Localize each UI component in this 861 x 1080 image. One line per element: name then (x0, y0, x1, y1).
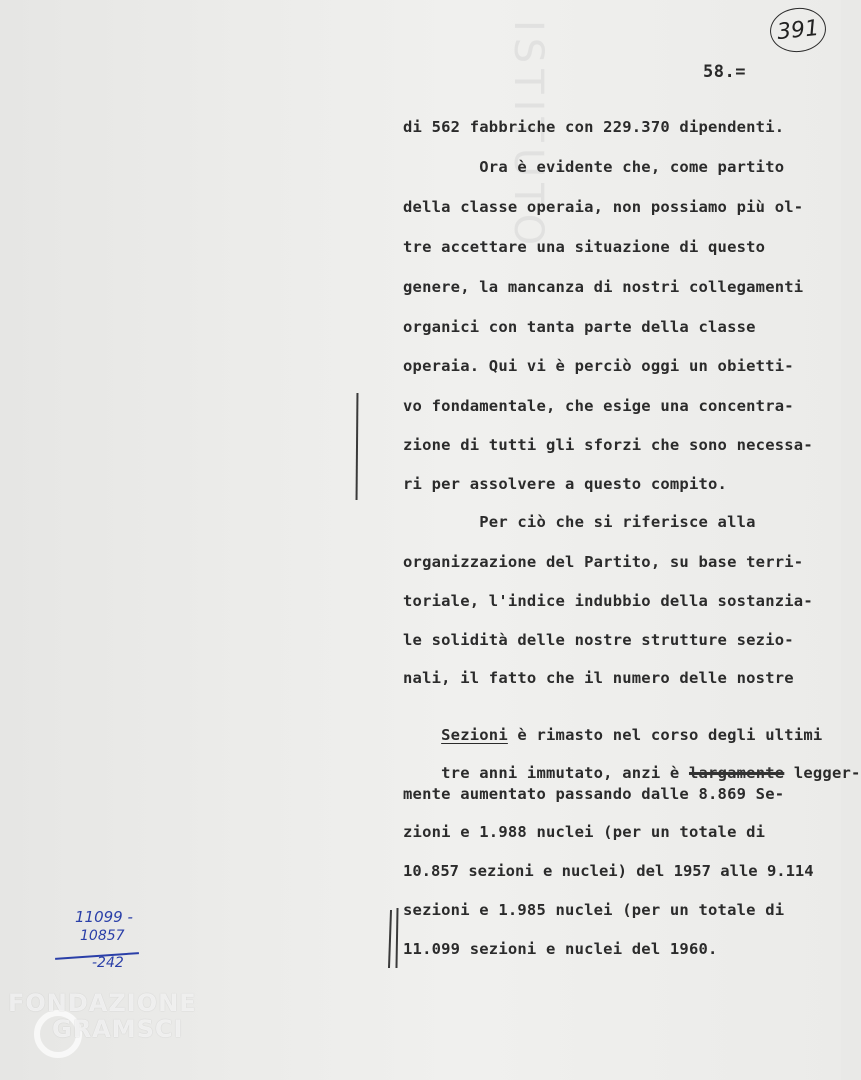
text-line: mente aumentato passando dalle 8.869 Se- (403, 785, 785, 803)
text-line: ri per assolvere a questo compito. (403, 475, 728, 493)
text-line: Per ciò che si riferisce alla (403, 513, 756, 531)
text-line: toriale, l'indice indubbio della sostanzia- (403, 592, 813, 610)
text-line: tre accettare una situazione di questo (403, 238, 766, 256)
text-line: genere, la mancanza di nostri collegamenti (403, 278, 804, 296)
text-line: 10.857 sezioni e nuclei) del 1957 alle 9.114 (403, 862, 814, 880)
margin-mark (395, 908, 398, 968)
text-line: sezioni e 1.985 nuclei (per un totale di (403, 901, 785, 919)
underlined-word: Sezioni (441, 726, 508, 744)
watermark-line: GRAMSCI (52, 1015, 184, 1043)
text-line: operaia. Qui vi è perciò oggi un obietti- (403, 357, 794, 375)
text-line: Ora è evidente che, come partito (403, 158, 785, 176)
struck-out-word: largamente (688, 764, 785, 782)
handwritten-calc-line: 10857 (80, 928, 125, 944)
watermark-line: FONDAZIONE (8, 989, 197, 1017)
line-prefix: tre anni immutato, anzi è (441, 764, 689, 782)
text-line: nali, il fatto che il numero delle nostre (403, 669, 794, 687)
line-rest: è rimasto nel corso degli ultimi (507, 726, 823, 744)
text-line: di 562 fabbriche con 229.370 dipendenti. (403, 118, 785, 136)
text-line: zione di tutti gli sforzi che sono necessa- (403, 436, 813, 454)
background-bleed-through: ISTITUTO (505, 20, 551, 252)
text-line: 11.099 sezioni e nuclei del 1960. (403, 940, 718, 958)
archive-number: 391 (775, 15, 821, 45)
text-line: organici con tanta parte della classe (403, 318, 756, 336)
handwritten-calc-line: 11099 - (75, 908, 133, 926)
archive-number-stamp (768, 5, 828, 55)
line-suffix: legger- (784, 764, 861, 782)
text-line: della classe operaia, non possiamo più ol- (403, 198, 804, 216)
page-number: 58.= (703, 62, 746, 82)
text-line: le solidità delle nostre strutture sezio- (403, 631, 794, 649)
text-line: zioni e 1.988 nuclei (per un totale di (403, 823, 766, 841)
text-line: vo fondamentale, che esige una concentra- (403, 397, 794, 415)
handwritten-calc-result: -242 (92, 955, 124, 971)
margin-mark (356, 393, 359, 500)
watermark-logo (8, 990, 197, 1042)
text-line: organizzazione del Partito, su base terri- (403, 553, 804, 571)
margin-mark (388, 910, 392, 968)
